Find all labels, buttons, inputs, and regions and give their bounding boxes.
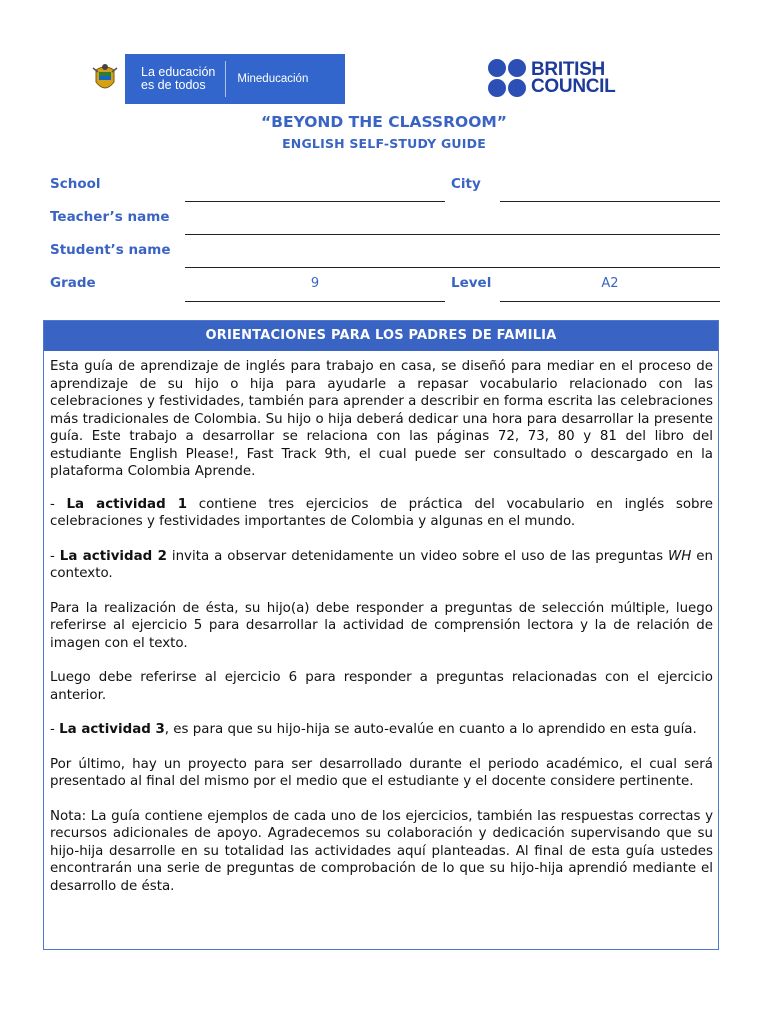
parents-guidance-box	[43, 320, 719, 950]
city-label: City	[451, 176, 481, 192]
british-council-logo	[488, 58, 615, 98]
british-council-dots-icon	[488, 59, 526, 97]
gov-slogan-line2: es de todos	[141, 78, 206, 92]
british-council-wordmark	[531, 61, 615, 95]
bc-line2: COUNCIL	[531, 76, 616, 97]
city-field[interactable]	[500, 201, 720, 202]
teacher-name-field[interactable]	[185, 234, 720, 235]
level-label: Level	[451, 275, 492, 291]
school-field[interactable]	[185, 201, 445, 202]
gov-ministry-name: Mineducación	[237, 73, 309, 85]
level-field[interactable]	[500, 301, 720, 302]
grade-label: Grade	[50, 275, 96, 291]
nota-paragraph: Nota: La guía contiene ejemplos de cada uno de los ejercicios, también las respuestas correctas y recursos adicionales de apoyo. Agradecemos su colaboración y dedicación supervisando que su hijo-hija desarrolle en su totalidad las actividades aquí planteadas. Al final de esta guía ustedes encontrarán una serie de preguntas de comprobación de lo que su hijo-hija aprendió mediante el desarrollo de ésta.	[50, 808, 713, 894]
activity-2-paragraph: - La actividad 2 invita a observar detenidamente un video sobre el uso de las preguntas WH en contexto.	[50, 548, 714, 581]
luego-paragraph: Luego debe referirse al ejercicio 6 para responder a preguntas relacionadas con el ejercicio anterior.	[50, 670, 713, 703]
grade-value: 9	[310, 276, 320, 291]
gov-slogan	[125, 66, 225, 92]
gov-slogan-line1: La educación	[141, 65, 216, 79]
student-name-label: Student’s name	[50, 242, 171, 258]
grade-field[interactable]	[185, 301, 445, 302]
intro-paragraph: Esta guía de aprendizaje de inglés para trabajo en casa, se diseñó para mediar en el proceso de aprendizaje de su hijo o hija para ayudarle a repasar vocabulario relacionado con las celebraciones y festividades, también para aprender a describir en forma escrita las celebraciones más tradicionales de Colombia. Su hijo o hija deberá dedicar una hora para desarrollar la presente guía. Este trabajo a desarrollar se relaciona con las páginas 72, 73, 80 y 81 del libro del estudiante English Please!, Fast Track 9th, el cual puede ser consultado o descargado en la plataforma Colombia Aprende.	[50, 359, 714, 479]
page-title: “BEYOND THE CLASSROOM”	[261, 113, 507, 131]
activity-1-title: La actividad 1	[66, 496, 188, 512]
mineducacion-logo	[85, 54, 345, 104]
realizacion-paragraph: Para la realización de ésta, su hijo(a) debe responder a preguntas de selección múltiple, luego referirse al ejercicio 5 para desarrollar la actividad de comprensión lectora y la de relación de imagen con el texto.	[50, 600, 713, 651]
ultimo-paragraph: Por último, hay un proyecto para ser desarrollado durante el periodo académico, el cual será presentado al final del mismo por el medio que el estudiante y el docente considere pertinente.	[50, 756, 713, 789]
activity-3-title: La actividad 3	[59, 722, 165, 737]
level-value: A2	[601, 276, 619, 291]
colombia-crest-icon	[85, 54, 125, 104]
page-subtitle: ENGLISH SELF-STUDY GUIDE	[282, 136, 486, 151]
student-name-field[interactable]	[185, 267, 720, 268]
activity-2-title: La actividad 2	[59, 548, 167, 564]
box-body	[44, 351, 718, 895]
box-header: ORIENTACIONES PARA LOS PADRES DE FAMILIA	[44, 321, 718, 351]
activity-3-paragraph: - La actividad 3, es para que su hijo-hija se auto-evalúe en cuanto a lo aprendido en esta guía.	[50, 722, 697, 737]
activity-1-paragraph: - La actividad 1 contiene tres ejercicios de práctica del vocabulario en inglés sobre celebraciones y festividades importantes de Colombia y algunas en el mundo.	[50, 496, 714, 529]
bc-line1: BRITISH	[531, 59, 605, 80]
school-label: School	[50, 176, 101, 192]
teacher-name-label: Teacher’s name	[50, 209, 170, 225]
